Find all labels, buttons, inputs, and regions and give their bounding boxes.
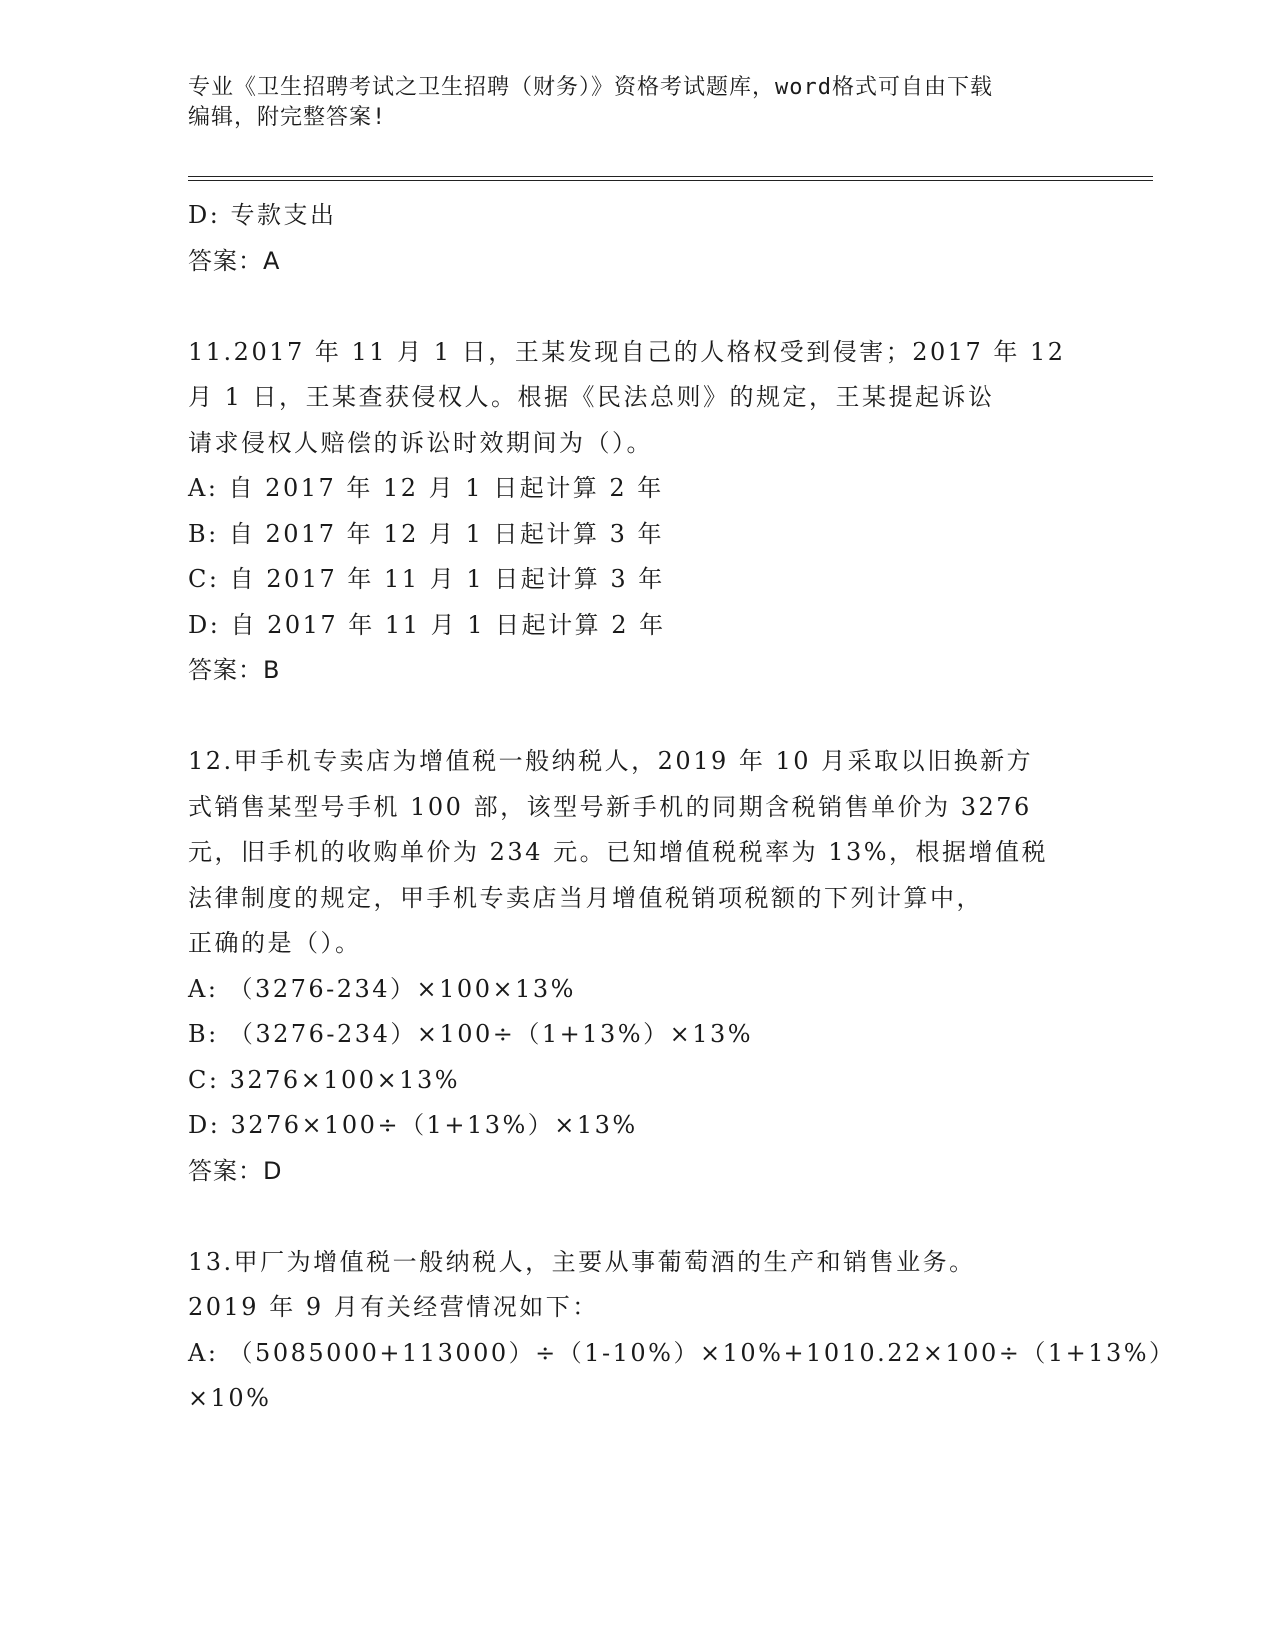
- header-line-1: 专业《卫生招聘考试之卫生招聘（财务）》资格考试题库，word格式可自由下载: [188, 75, 993, 100]
- question-11: [188, 330, 1088, 694]
- spacer: [188, 1194, 1088, 1240]
- question-12: [188, 739, 1088, 1194]
- answer: 答案：D: [188, 1156, 283, 1185]
- option-d: D: 自 2017 年 11 月 1 日起计算 2 年: [188, 610, 666, 639]
- option-a: A: （5085000+113000）÷（1-10%）×10%+1010.22×100÷（1+13%）: [188, 1338, 1176, 1367]
- document-body: [188, 193, 1176, 1422]
- option-d: D: 3276×100÷（1+13%）×13%: [188, 1111, 638, 1139]
- option-a: A: （3276-234）×100×13%: [188, 974, 576, 1003]
- option-b: B: 自 2017 年 12 月 1 日起计算 3 年: [188, 519, 665, 548]
- option-c: C: 3276×100×13%: [188, 1065, 461, 1094]
- question-stem-line: 13.甲厂为增值税一般纳税人，主要从事葡萄酒的生产和销售业务。: [188, 1247, 976, 1276]
- spacer: [188, 284, 1088, 330]
- question-stem-line: 请求侵权人赔偿的诉讼时效期间为（）。: [188, 428, 653, 457]
- option-d: D: 专款支出: [188, 201, 337, 229]
- question-stem-line: 11.2017 年 11 月 1 日，王某发现自己的人格权受到侵害；2017 年 12: [188, 337, 1066, 366]
- option-a-continued: ×10%: [188, 1384, 272, 1412]
- question-stem-line: 2019 年 9 月有关经营情况如下：: [188, 1293, 599, 1321]
- option-c: C: 自 2017 年 11 月 1 日起计算 3 年: [188, 565, 665, 593]
- question-stem-line: 式销售某型号手机 100 部，该型号新手机的同期含税销售单价为 3276: [188, 792, 1032, 821]
- question-stem-line: 法律制度的规定，甲手机专卖店当月增值税销项税额的下列计算中，: [188, 883, 983, 912]
- question-stem-line: 元，旧手机的收购单价为 234 元。已知增值税税率为 13%，根据增值税: [188, 838, 1049, 866]
- header-line-2: 编辑，附完整答案!: [188, 105, 387, 130]
- page-header: [188, 73, 1088, 133]
- question-10-tail: [188, 193, 1088, 284]
- option-a: A: 自 2017 年 12 月 1 日起计算 2 年: [188, 474, 664, 502]
- question-stem-line: 正确的是（）。: [188, 929, 362, 957]
- answer: 答案：A: [188, 246, 281, 275]
- option-b: B: （3276-234）×100÷（1+13%）×13%: [188, 1020, 754, 1048]
- answer: 答案：B: [188, 656, 281, 684]
- header-divider: [188, 176, 1153, 181]
- question-13: [188, 1240, 1176, 1422]
- spacer: [188, 694, 1088, 740]
- question-stem-line: 月 1 日，王某查获侵权人。根据《民法总则》的规定，王某提起诉讼: [188, 383, 995, 411]
- question-stem-line: 12.甲手机专卖店为增值税一般纳税人，2019 年 10 月采取以旧换新方: [188, 747, 1034, 775]
